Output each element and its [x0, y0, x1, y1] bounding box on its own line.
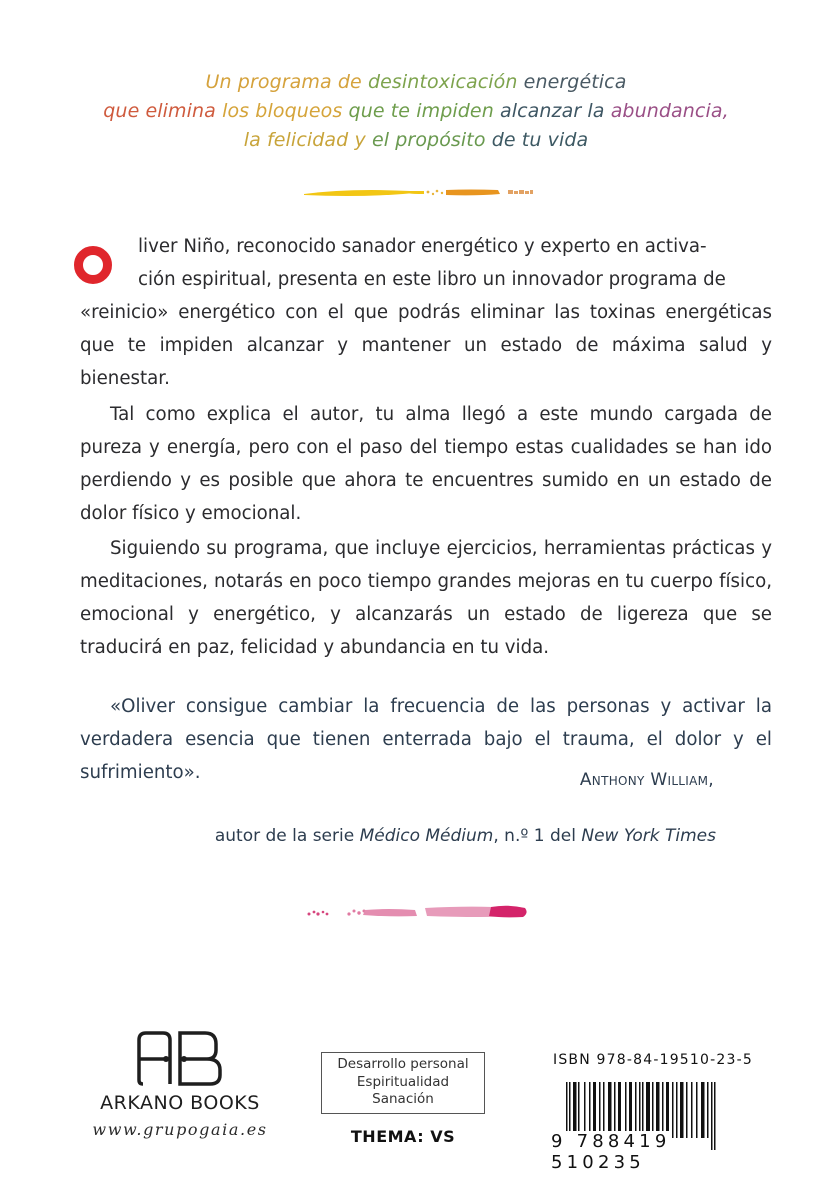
thema-code: THEMA: VS: [350, 1127, 456, 1146]
tagline-line-2: que elimina los bloqueos que te impiden alcanzar la abundancia,: [103, 100, 729, 122]
quote-author: Anthony William,: [579, 770, 714, 790]
testimonial-quote: «Oliver consigue cambiar la frecuencia de las personas y activar la verdadera esencia que tienen enterrada bajo el trauma, el dolor y el sufrimiento».: [80, 696, 772, 783]
tagline: [0, 68, 832, 155]
publisher-name: ARKANO BOOKS: [100, 1092, 260, 1114]
publisher-url[interactable]: www.grupogaia.es: [92, 1120, 268, 1139]
category-item: Espiritualidad: [356, 1073, 450, 1090]
category-item: Desarrollo personal: [337, 1056, 469, 1072]
quote-author-description: autor de la serie Médico Médium, n.º 1 del New York Times: [214, 826, 716, 846]
barcode-digits: 9 788419 510235: [551, 1131, 671, 1173]
brush-divider-top: [300, 186, 540, 200]
brush-divider-bottom: [303, 902, 533, 922]
isbn-label: ISBN 978-84-19510-23-5: [553, 1052, 753, 1068]
intro-paragraph: liver Niño, reconocido sanador energético y experto en activa- ción espiritual, presenta en este libro un innovador programa de «reinicio» energético con el que podrás eliminar las toxinas energéticas que te impiden alcanzar y mantener un estado de máxima salud y bienestar.: [80, 230, 772, 395]
dropcap-o-icon: [74, 246, 112, 284]
body-paragraph-2: Tal como explica el autor, tu alma llegó a este mundo cargada de pureza y energía, pero con el paso del tiempo estas cualidades se han ido perdiendo y es posible que ahora te encuentres sumido en un estado de dolor físico y emocional.: [80, 404, 772, 524]
tagline-line-1: Un programa de desintoxicación energética: [205, 71, 627, 93]
body-paragraph-3: Siguiendo su programa, que incluye ejercicios, herramientas prácticas y meditaciones, notarás en poco tiempo grandes mejoras en tu cuerpo físico, emocional y energético, y alcanzarás un estado de ligereza que se traducirá en paz, felicidad y abundancia en tu vida.: [80, 538, 772, 658]
tagline-line-3: la felicidad y el propósito de tu vida: [243, 129, 589, 151]
arkano-books-monogram-icon: [120, 1030, 240, 1086]
category-item: Sanación: [372, 1091, 434, 1107]
publisher-logo: [80, 1030, 280, 1139]
category-box: [321, 1052, 485, 1114]
